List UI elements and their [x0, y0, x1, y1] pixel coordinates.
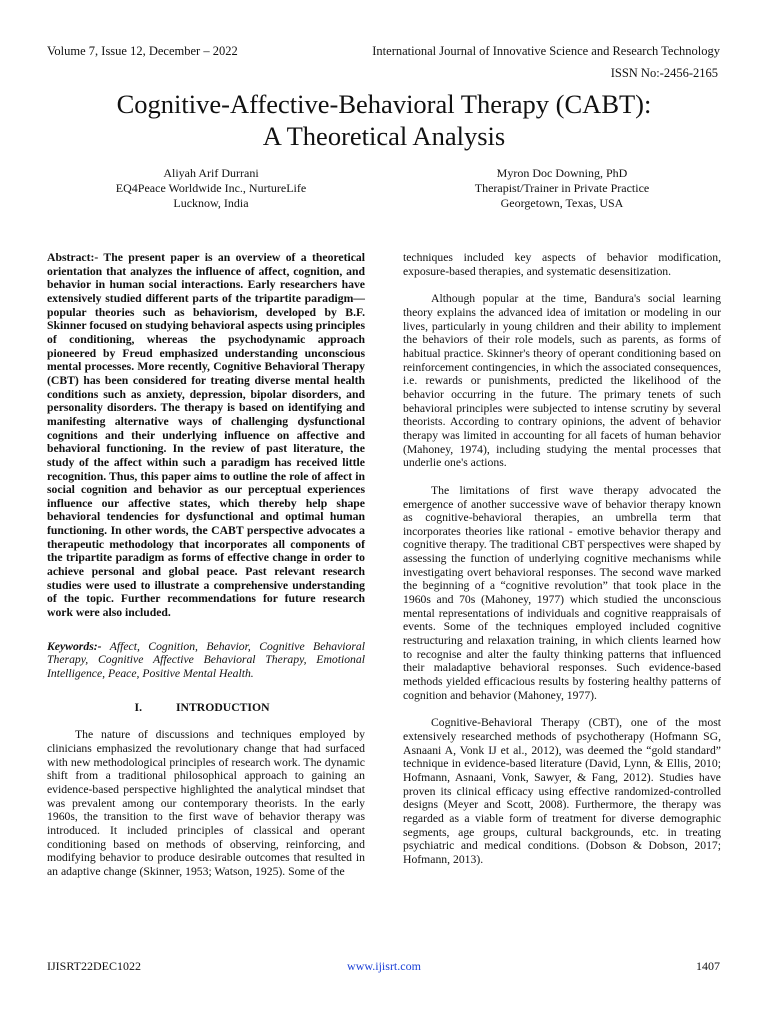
author-block-1	[61, 166, 361, 212]
footer-url-link[interactable]: www.ijisrt.com	[347, 959, 421, 973]
author-name: Myron Doc Downing, PhD	[496, 166, 628, 180]
section-title: INTRODUCTION	[176, 700, 270, 714]
author-name: Aliyah Arif Durrani	[163, 166, 259, 180]
keywords-label: Keywords:-	[47, 639, 102, 653]
left-column	[47, 251, 365, 879]
author-location: Georgetown, Texas, USA	[500, 196, 624, 211]
author-location: Lucknow, India	[173, 196, 249, 211]
keywords-text: Affect, Cognition, Behavior, Cognitive Behavioral Therapy, Cognitive Affective Behavioral Therapy, Emotional Intelligence, Peace, Positive Mental Health.	[47, 639, 365, 681]
author-affiliation: Therapist/Trainer in Private Practice	[474, 181, 650, 196]
author-block-2	[412, 166, 712, 212]
issn-number: ISSN No:-2456-2165	[610, 66, 718, 80]
author-affiliation: EQ4Peace Worldwide Inc., NurtureLife	[115, 181, 307, 196]
paper-title-line-2: A Theoretical Analysis	[262, 121, 506, 151]
abstract: Abstract:- The present paper is an overview of a theoretical orientation that analyzes the influence of affect, cognition, and behavior in human social interactions. Early researchers have extensively studied different parts of the tripartite paradigm—popular theories such as behaviorism, developed by B.F. Skinner focused on studying behavioral aspects using principles of conditioning, whereas the psychodynamic approach pioneered by Freud emphasized understanding unconscious mental processes. More recently, Cognitive Behavioral Therapy (CBT) has been considered for treating diverse mental health conditions such as anxiety, depression, bipolar disorders, and personality disorders. The therapy is based on identifying and manifesting alternative ways of challenging dysfunctional cognitions and their underlying influence on affective and behavioral functioning. In the review of past literature, the study of the affect within such a paradigm has received little recognition. Thus, this paper aims to outline the role of affect in social cognition and behavior as our perceptual experiences influence our affective states, which thereby help shape behavioral tendencies for dysfunctional and optimal human functioning. In other words, the CABT perspective advocates a therapeutic methodology that incorporates all components of the tripartite paradigm as forms of effective change in order to achieve personal and global peace. Past relevant research studies were used to illustrate a comprehensive understanding of the topic. Further recommendations for future research work were also included.	[47, 251, 365, 620]
footer-paper-code: IJISRT22DEC1022	[47, 959, 141, 973]
paper-title-line-1: Cognitive-Affective-Behavioral Therapy (CABT):	[116, 89, 652, 119]
intro-paragraph: The nature of discussions and techniques employed by clinicians emphasized the revolutionary change that had surfaced with new methodological principles of research work. The dynamic shift from a traditional philosophical approach to gaining an evidence-based perspective highlighted the analytical mindset that was prevalent among our contemporary theorists. In the early 1960s, the transition to the first wave of behavior therapy was introduced. It included principles of classical and operant conditioning based on methods of observing, reinforcing, and modifying behavior to produce desirable outcomes that resulted in an adaptive change (Skinner, 1953; Watson, 1925). Some of the	[47, 728, 365, 878]
paper-title	[0, 88, 768, 152]
body-paragraph-3: The limitations of first wave therapy advocated the emergence of another successive wave of behavior therapy known as cognitive-behavioral therapies, an umbrella term that incorporates theories like rational - emotive behavior therapy and cognitive therapy. The traditional CBT perspectives were shaped by assessing the function of underlying cognitive mechanisms while investigating overt behavioral responses. The second wave marked the beginning of a “cognitive revolution” that took place in the 1960s and 70s (Mahoney, 1977) which studied the unconscious mental representations of individuals and cognitive reappraisals of events. Some of the techniques employed included cognitive restructuring and relaxation training, in which clients learned how to recognise and alter the faulty thinking patterns that influenced their maladaptive behavioral responses. Such evidence-based methods yielded efficacious results by fostering healthy patterns of cognition and behavior (Mahoney, 1977).	[403, 483, 721, 702]
body-paragraph-2: Although popular at the time, Bandura's social learning theory explains the advanced idea of imitation or modeling in our lives, particularly in young children and their ability to implement the behaviors of their role models, such as parents, as forms of habitual practice. Skinner's theory of operant conditioning based on reinforcement contingencies, in which the associated consequences, i.e. rewards or punishments, predicted the likelihood of the behavior occurring in the future. The primary tenets of such behavioral principles were subjected to intense scrutiny by several theorists. According to contrary opinions, the advent of behavior therapy was limited in accounting for all facets of human behavior (Mahoney, 1974), including studying the mental processes that underlie one's actions.	[403, 292, 721, 470]
section-number: I.	[134, 700, 142, 714]
section-heading-introduction	[47, 701, 365, 715]
running-header-volume: Volume 7, Issue 12, December – 2022	[47, 44, 238, 58]
body-paragraph-4: Cognitive-Behavioral Therapy (CBT), one of the most extensively researched methods of psychotherapy (Hofmann SG, Asnaani A, Vonk IJ et al., 2012), was deemed the “gold standard” technique in evidence-based literature (David, Lynn, & Ellis, 2010; Hofmann, Asnaani, Vonk, Sawyer, & Fang, 2012). Studies have proven its clinical efficacy using effective randomized-controlled designs (Meyer and Scott, 2008). Furthermore, the therapy was regarded as a viable form of treatment for diverse demographic segments, age groups, cultural backgrounds, etc. in treating psychiatric and medical conditions. (Dobson & Dobson, 2017; Hofmann, 2013).	[403, 716, 721, 866]
right-column	[403, 251, 721, 867]
page-number: 1407	[696, 959, 720, 973]
keywords	[47, 640, 365, 681]
running-header-journal: International Journal of Innovative Science and Research Technology	[372, 44, 720, 58]
body-paragraph-1: techniques included key aspects of behavior modification, exposure-based therapies, and systematic desensitization.	[403, 251, 721, 278]
footer-url	[0, 959, 768, 974]
